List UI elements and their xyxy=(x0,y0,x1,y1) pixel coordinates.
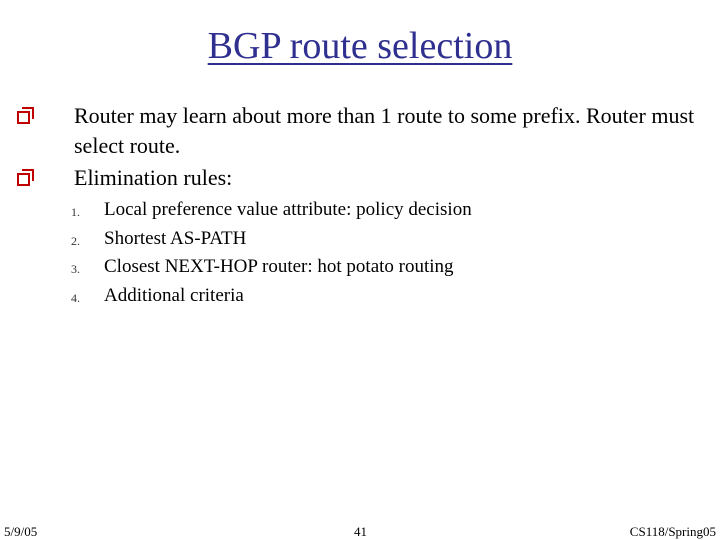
footer-date: 5/9/05 xyxy=(4,524,38,539)
rule-text-3: Closest NEXT-HOP router: hot potato routing xyxy=(104,256,454,277)
rule-number-2: 2. xyxy=(71,234,80,248)
rule-text-1: Local preference value attribute: policy decision xyxy=(104,199,472,220)
slide-title: BGP route selection xyxy=(207,25,513,67)
rule-number-1: 1. xyxy=(71,205,80,219)
checkbox-bullet-icon xyxy=(16,168,36,188)
footer-course: CS118/Spring05 xyxy=(629,524,716,539)
rule-text-4: Additional criteria xyxy=(104,285,244,306)
footer-page-number: 41 xyxy=(354,524,367,539)
bullet-text-2: Elimination rules: xyxy=(74,165,233,190)
rule-text-2: Shortest AS-PATH xyxy=(104,228,247,249)
rule-number-4: 4. xyxy=(71,291,80,305)
checkbox-bullet-icon xyxy=(16,106,36,126)
bullet-text-1: Router may learn about more than 1 route to some prefix. Router must select route. xyxy=(74,103,695,158)
rule-number-3: 3. xyxy=(71,262,80,276)
